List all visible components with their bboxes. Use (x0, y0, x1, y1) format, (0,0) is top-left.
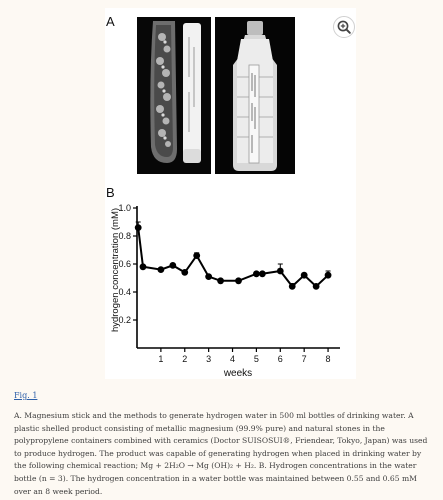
data-point (217, 277, 224, 284)
x-axis-label: weeks (223, 368, 253, 379)
x-tick-label: 7 (301, 354, 307, 364)
chart-series (135, 222, 332, 290)
y-axis-label: hydrogen concentration (mM) (110, 207, 121, 333)
x-tick-label: 1 (158, 354, 164, 364)
data-point (169, 262, 176, 269)
data-point (325, 272, 332, 279)
data-point (301, 272, 308, 279)
y-tick-label: 0.4 (118, 287, 131, 298)
water-bottle-photo (215, 17, 295, 174)
data-point (140, 263, 147, 270)
x-tick-label: 6 (277, 354, 283, 364)
figure-caption: A. Magnesium stick and the methods to generate hydrogen water in 500 ml bottles of drinking water. A plastic shelled product consisting of metallic magnesium (99.9% pure) and natural stones in the polypropylene containers combined with ceramics (Doctor SUISOSUI®, Friendear, Tokyo, Japan) was used to produce hydrogen. The product was capable of generating hydrogen when placed in drinking water by the following chemical reaction; Mg + 2H₂O → Mg (OH)₂ + H₂. B. Hydrogen concentrations in the water bottle (n = 3). The hydrogen concentration in a water bottle was maintained between 0.55 and 0.65 mM over an 8 week period. (14, 411, 428, 496)
data-point (181, 269, 188, 276)
hydrogen-concentration-chart (105, 190, 356, 380)
data-point (205, 273, 212, 280)
chart-axes (118, 203, 340, 364)
series-line (138, 228, 328, 287)
x-tick-label: 3 (206, 354, 212, 364)
magnesium-stick-photo (137, 17, 211, 174)
data-point (313, 283, 320, 290)
data-point (289, 283, 296, 290)
data-point (135, 224, 142, 231)
data-point (157, 266, 164, 273)
y-tick-label: 1.0 (118, 203, 131, 214)
panel-a-label: A (106, 14, 115, 29)
data-point (193, 252, 200, 259)
y-tick-label: 0.6 (118, 259, 131, 270)
data-point (259, 270, 266, 277)
x-tick-label: 2 (182, 354, 188, 364)
panel-b-label: B (106, 185, 115, 200)
x-tick-label: 5 (253, 354, 259, 364)
figure-link[interactable]: Fig. 1 (14, 391, 38, 400)
data-point (277, 268, 284, 275)
y-tick-label: 0.2 (118, 315, 131, 326)
x-tick-label: 8 (325, 354, 331, 364)
zoom-in-icon (333, 16, 355, 38)
zoom-button[interactable] (333, 16, 355, 38)
y-tick-label: 0.8 (118, 231, 131, 242)
data-point (235, 277, 242, 284)
data-point (253, 270, 260, 277)
x-tick-label: 4 (230, 354, 236, 364)
